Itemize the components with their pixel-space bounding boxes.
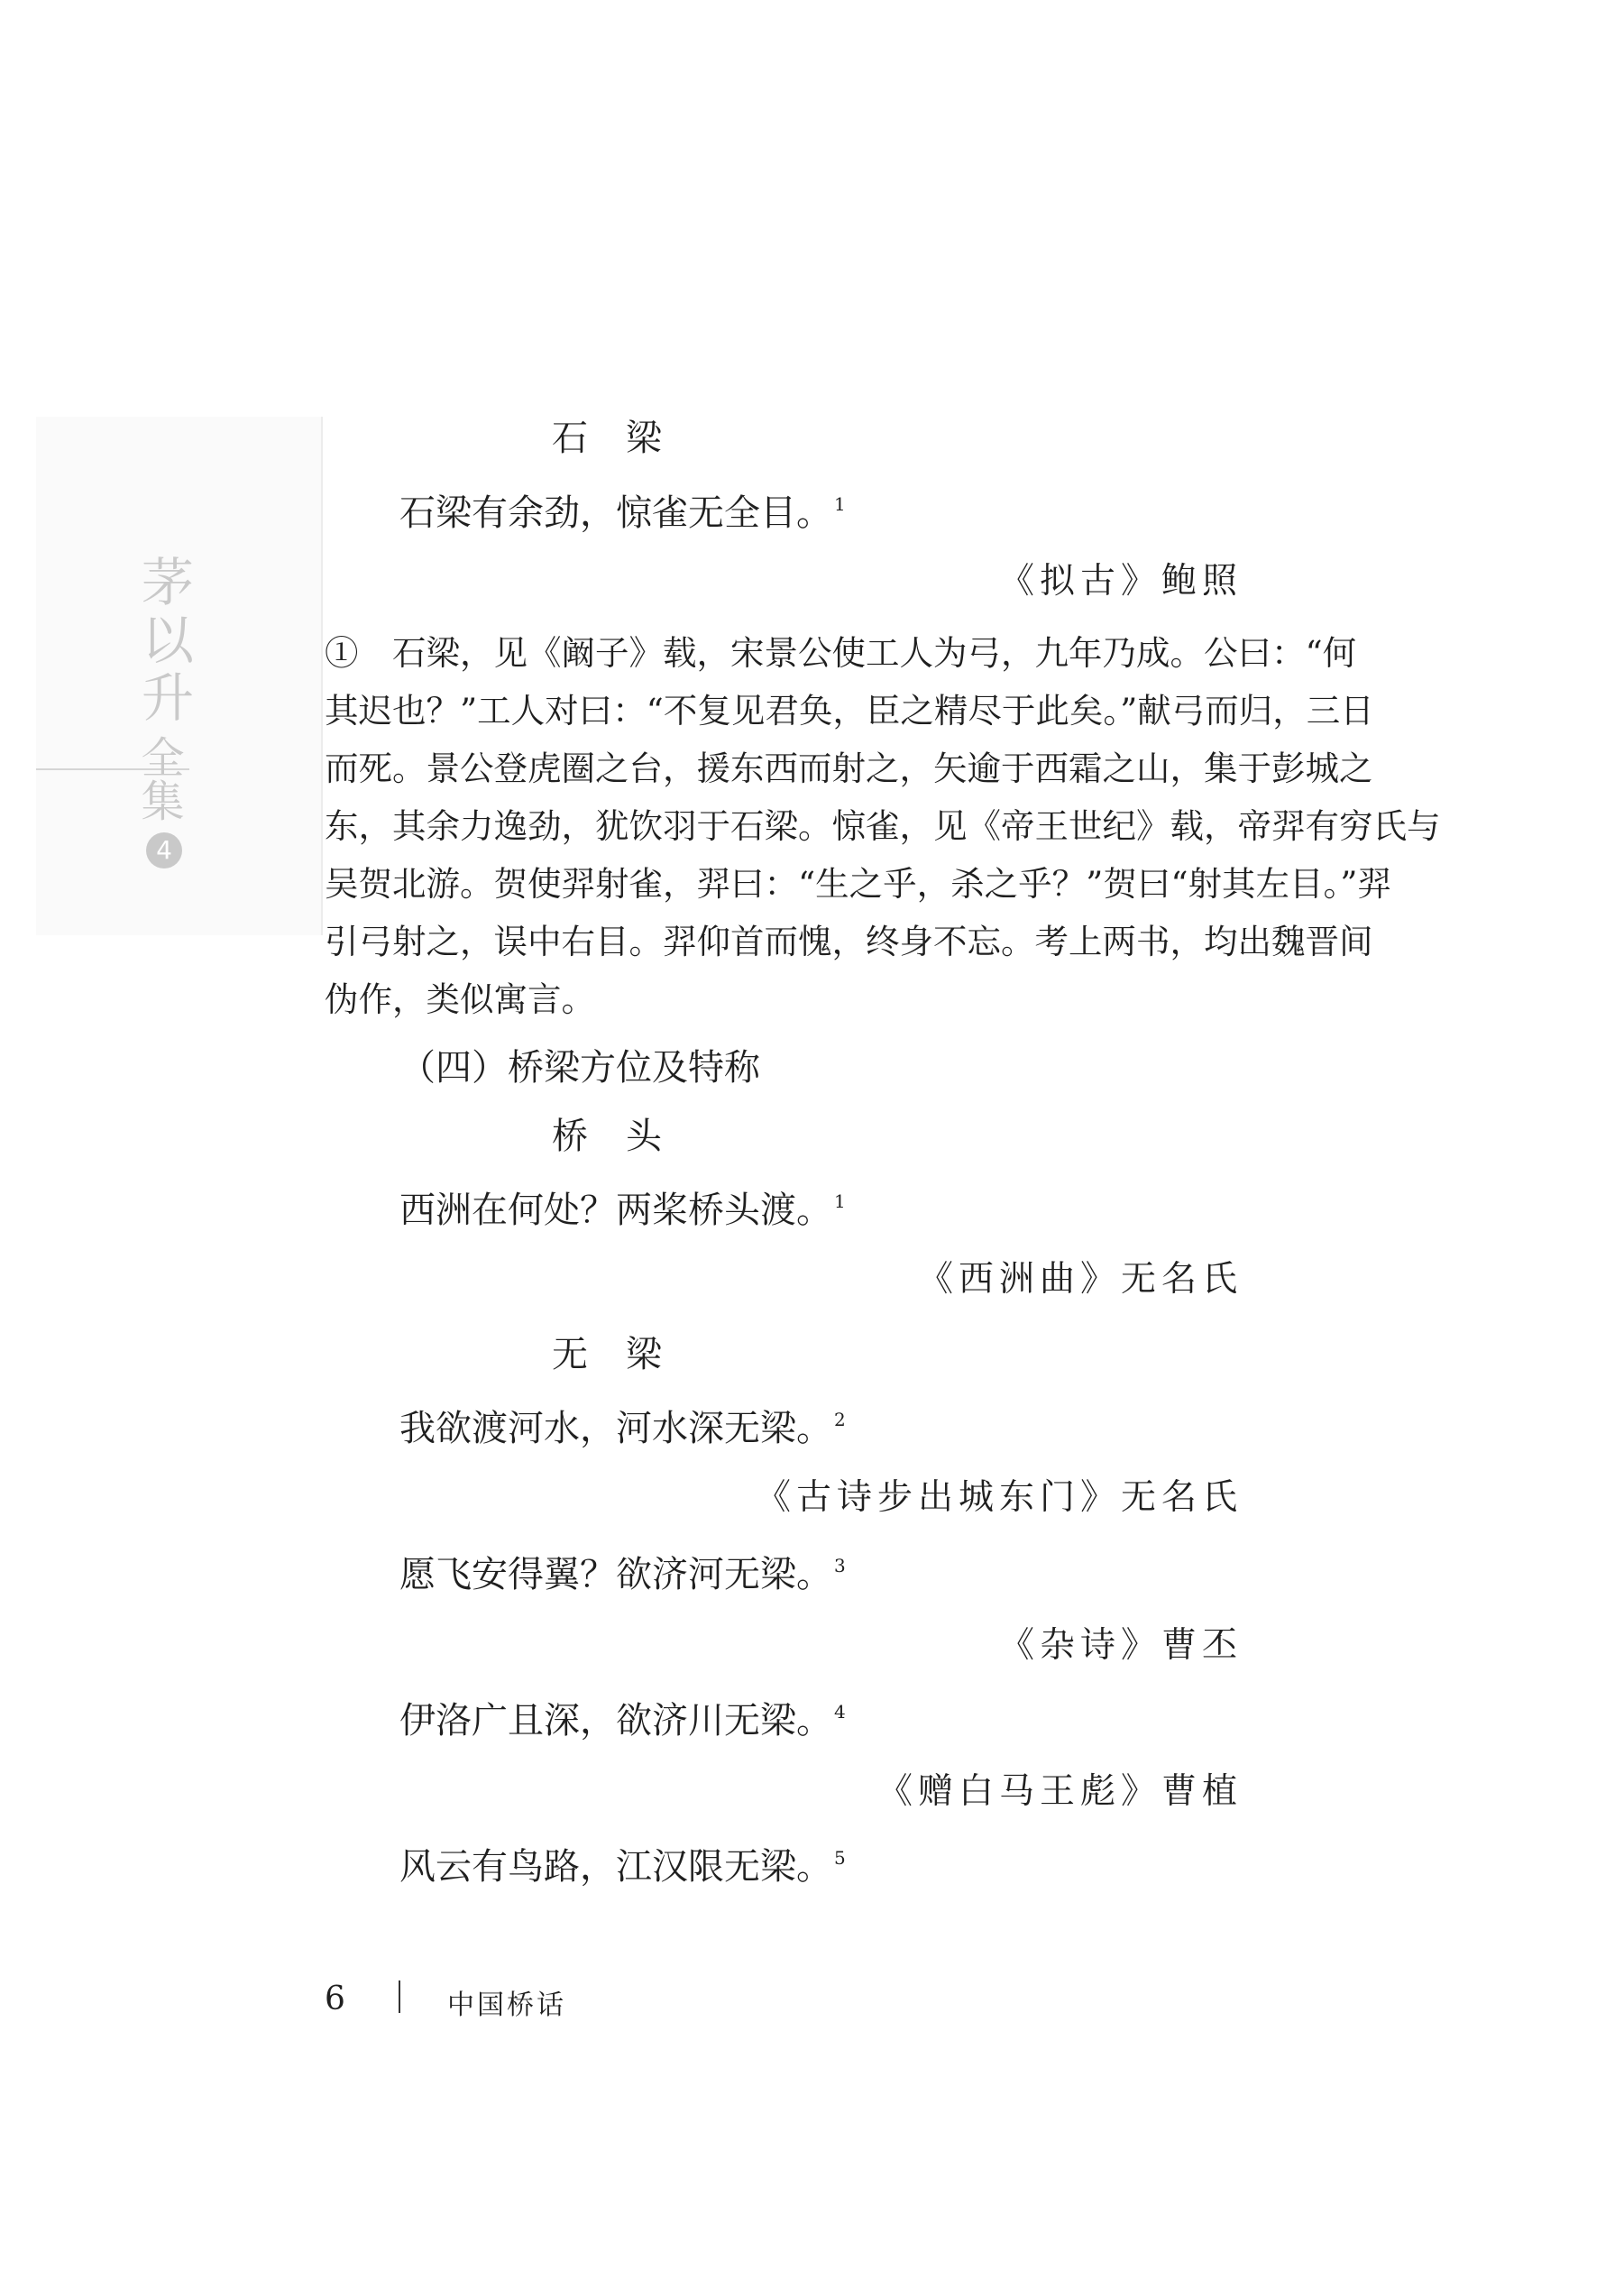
footnote-line: 而死。景公登虎圈之台，援东西而射之，矢逾于西霜之山，集于彭城之 <box>325 749 1373 788</box>
footnote-line: 东，其余力逸劲，犹饮羽于石梁。惊雀，见《帝王世纪》载，帝羿有穷氏与 <box>325 806 1441 846</box>
verse-wuliang-1 <box>399 1407 846 1450</box>
note-ref: 4 <box>834 1701 846 1723</box>
verse-text: 西洲在何处？两桨桥头渡。 <box>399 1190 832 1231</box>
footnote-line: 伪作，类似寓言。 <box>325 979 595 1019</box>
source-wuliang-3: 《赠白马王彪》曹植 <box>876 1771 1243 1812</box>
note-ref: 2 <box>834 1409 846 1430</box>
note-ref: 1 <box>834 493 846 515</box>
note-ref: 3 <box>834 1555 846 1576</box>
heading-qiaotou: 桥头 <box>552 1116 700 1157</box>
section-title: （四）桥梁方位及特称 <box>399 1047 760 1089</box>
footnote-line: 吴贺北游。贺使羿射雀，羿曰：“生之乎，杀之乎？”贺曰“射其左目。”羿 <box>325 864 1391 904</box>
note-ref: 5 <box>834 1847 846 1869</box>
verse-shiliang <box>399 492 846 535</box>
verse-text: 我欲渡河水，河水深无梁。 <box>399 1408 832 1449</box>
verse-text: 愿飞安得翼？欲济河无梁。 <box>399 1554 832 1595</box>
footnote-line: 其迟也？”工人对曰：“不复见君奂，臣之精尽于此矣。”献弓而归，三日 <box>325 691 1374 731</box>
verse-wuliang-4 <box>399 1845 846 1888</box>
source-wuliang-1: 《古诗步出城东门》无名氏 <box>755 1477 1243 1518</box>
note-ref: 1 <box>834 1190 846 1212</box>
running-title: 中国桥话 <box>447 1990 566 2021</box>
verse-qiaotou <box>399 1189 846 1232</box>
volume-badge: 4 <box>146 832 182 868</box>
footnote-line: 引弓射之，误中右目。羿仰首而愧，终身不忘。考上两书，均出魏晋间 <box>325 922 1373 961</box>
verse-wuliang-2 <box>399 1553 846 1596</box>
source-shiliang: 《拟古》鲍照 <box>998 561 1243 602</box>
verse-text: 风云有鸟路，江汉限无梁。 <box>399 1846 832 1888</box>
heading-shiliang: 石梁 <box>552 418 700 459</box>
footnote-line: ① 石梁，见《阚子》载，宋景公使工人为弓，九年乃成。公曰：“何 <box>325 633 1357 673</box>
series-mark <box>133 555 194 868</box>
source-wuliang-2: 《杂诗》曹丕 <box>998 1625 1243 1666</box>
verse-text: 伊洛广且深，欲济川无梁。 <box>399 1700 832 1741</box>
series-collection: 全集 <box>133 735 184 822</box>
verse-wuliang-3 <box>399 1699 846 1742</box>
page-number: 6 <box>325 1980 345 2017</box>
heading-wuliang: 无梁 <box>552 1334 700 1375</box>
series-author: 茅以升 <box>133 555 194 728</box>
footer-divider <box>399 1980 400 2013</box>
source-qiaotou: 《西洲曲》无名氏 <box>917 1259 1243 1300</box>
verse-text: 石梁有余劲，惊雀无全目。 <box>399 492 832 534</box>
